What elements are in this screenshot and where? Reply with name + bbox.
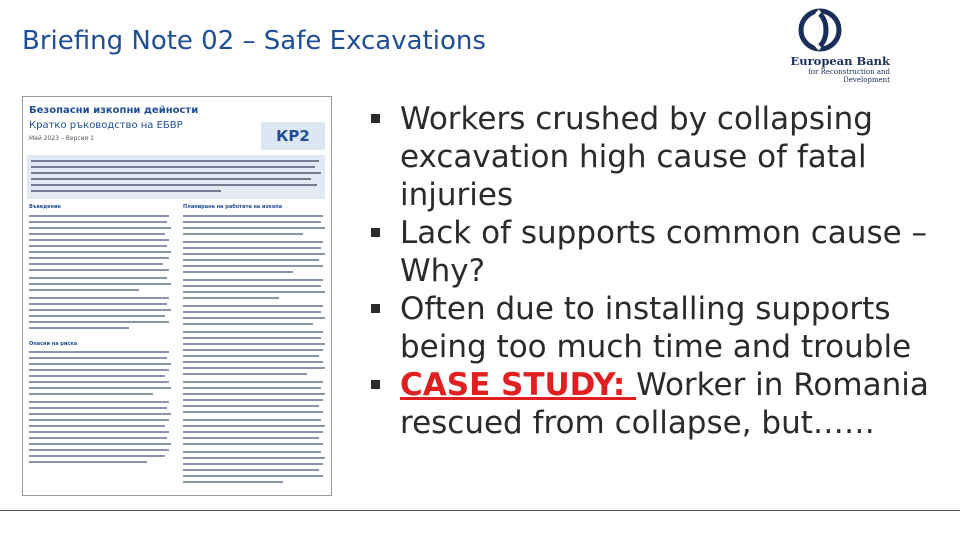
footer-divider — [0, 510, 960, 511]
case-study-label: CASE STUDY: — [400, 367, 637, 403]
bullet-item — [368, 100, 948, 214]
logo-name: European Bank — [790, 54, 890, 68]
bullet-square-icon — [371, 228, 380, 237]
document-right-heading: Планиране на работата на изкопа — [183, 204, 283, 210]
logo-subtitle: for Reconstruction and Development — [808, 68, 890, 84]
bullet-text: Worker in Romania rescued from collapse, but…… — [400, 367, 929, 441]
document-badge: КР2 — [261, 122, 325, 150]
bullet-item — [368, 290, 948, 366]
bullet-text: Often due to installing supports being too much time and trouble — [400, 291, 912, 365]
bullet-item — [368, 214, 948, 290]
bullet-text: Workers crushed by collapsing excavation high cause of fatal injuries — [400, 101, 873, 213]
document-left-heading: Въведение — [29, 204, 61, 210]
bullet-square-icon — [371, 114, 380, 123]
document-header — [29, 103, 325, 149]
document-intro-box — [27, 155, 325, 199]
bullet-square-icon — [371, 304, 380, 313]
bullet-square-icon — [371, 380, 380, 389]
ebrd-emblem-icon — [798, 8, 842, 52]
document-left-heading-2: Опасни на риска — [29, 341, 78, 347]
document-title-line2: Кратко ръководство на ЕБВР — [29, 120, 183, 131]
bullet-text: Lack of supports common cause – Why? — [400, 215, 928, 289]
briefing-document-thumbnail — [22, 96, 332, 496]
document-title-line1: Безопасни изкопни дейности — [29, 105, 199, 116]
bullet-item-case-study — [368, 366, 948, 442]
document-date: Май 2023 – Версия 1 — [29, 135, 94, 142]
ebrd-logo — [760, 8, 890, 84]
bullet-list — [368, 100, 948, 442]
slide-title: Briefing Note 02 – Safe Excavations — [22, 26, 486, 56]
